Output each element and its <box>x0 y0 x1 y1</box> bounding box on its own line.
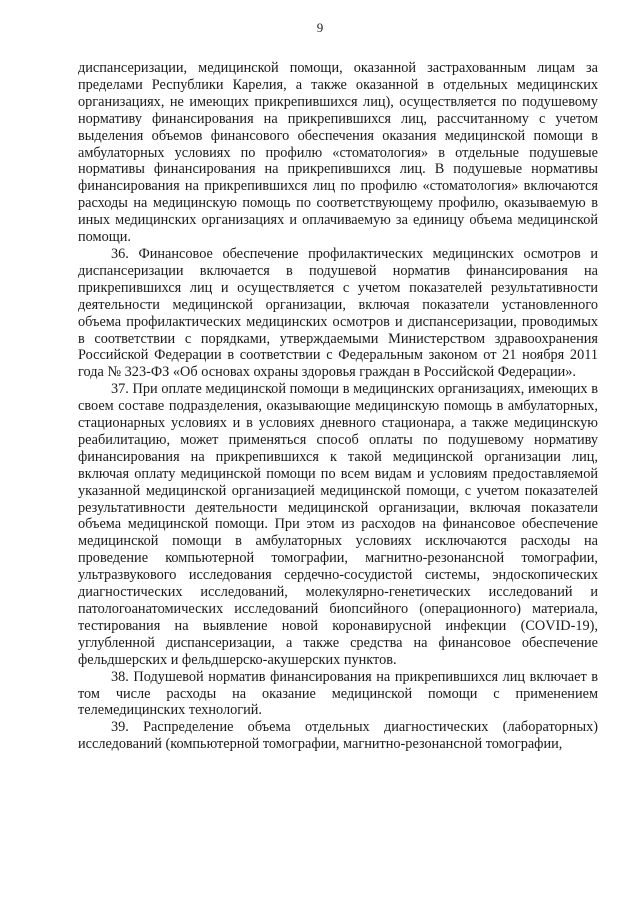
paragraph-item-37: 37. При оплате медицинской помощи в медицинских организациях, имеющих в своем составе подразделения, оказывающие медицинскую помощь в амбулаторных, стационарных условиях и в условиях дневного стационара, а также медицинскую реабилитацию, может применяться способ оплаты по подушевому нормативу финансирования на прикрепившихся к такой медицинской организации лиц, включая оплату медицинской помощи по всем видам и условиям предоставляемой указанной медицинской организацией медицинской помощи, с учетом показателей результативности деятельности медицинской организации, включая показатели объема медицинской помощи. При этом из расходов на финансовое обеспечение медицинской помощи в амбулаторных условиях исключаются расходы на проведение компьютерной томографии, магнитно-резонансной томографии, ультразвукового исследования сердечно-сосудистой системы, эндоскопических диагностических исследований, молекулярно-генетических исследований и патологоанатомических исследований биопсийного (операционного) материала, тестирования на выявление новой коронавирусной инфекции (COVID-19), углубленной диспансеризации, а также средства на финансовое обеспечение фельдшерских и фельдшерско-акушерских пунктов. <box>78 381 598 668</box>
document-body <box>78 60 598 753</box>
paragraph-continuation: диспансеризации, медицинской помощи, оказанной застрахованным лицам за пределами Республики Карелия, а также оказанной в отдельных медицинских организациях, не имеющих прикрепившихся лиц), осуществляется по подушевому нормативу финансирования на прикрепившихся лиц, рассчитанному с учетом выделения объемов финансового обеспечения оказания медицинской помощи в амбулаторных условиях по профилю «стоматология» в отдельные подушевые нормативы финансирования на прикрепившихся лиц. В подушевые нормативы финансирования на прикрепившихся лиц по профилю «стоматология» включаются расходы на медицинскую помощь по соответствующему профилю, оказываемую в иных медицинских организациях и оплачиваемую за единицу объема медицинской помощи. <box>78 60 598 246</box>
paragraph-item-36: 36. Финансовое обеспечение профилактических медицинских осмотров и диспансеризации включается в подушевой норматив финансирования на прикрепившихся лиц и осуществляется с учетом показателей результативности деятельности медицинской организации, включая показатели установленного объема профилактических медицинских осмотров и диспансеризации, проводимых в соответствии с порядками, утверждаемыми Министерством здравоохранения Российской Федерации в соответствии с Федеральным законом от 21 ноября 2011 года № 323-ФЗ «Об основах охраны здоровья граждан в Российской Федерации». <box>78 245 598 381</box>
page-number: 9 <box>316 20 324 35</box>
paragraph-item-39: 39. Распределение объема отдельных диагностических (лабораторных) исследований (компьютерной томографии, магнитно-резонансной томографии, <box>78 719 598 753</box>
paragraph-item-38: 38. Подушевой норматив финансирования на прикрепившихся лиц включает в том числе расходы на оказание медицинской помощи с применением телемедицинских технологий. <box>78 668 598 719</box>
